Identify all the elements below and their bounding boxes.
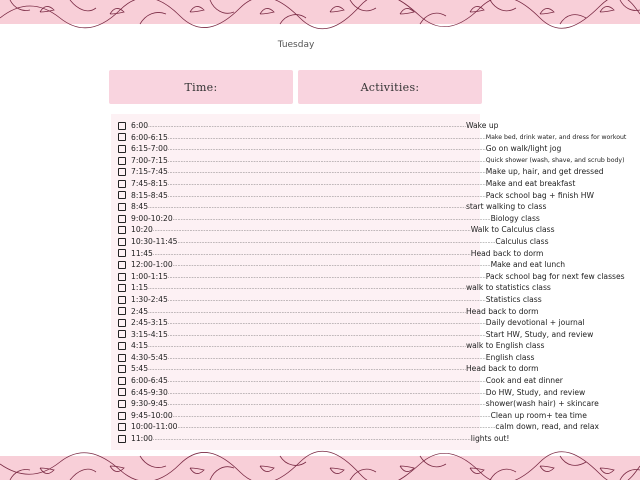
dot-leader: ........................................................................................................................................................................................................: [167, 401, 486, 408]
schedule-row: [118, 213, 540, 225]
schedule-time: 6:45-9:30: [131, 387, 168, 397]
schedule-time: 4:15: [131, 341, 149, 351]
schedule-row: [118, 282, 551, 294]
floral-border-bottom: [0, 456, 640, 480]
checkbox[interactable]: [118, 400, 126, 408]
schedule-row: [118, 248, 544, 260]
schedule-row: [118, 271, 625, 283]
schedule-activity: start walking to class: [465, 202, 547, 212]
dot-leader: ........................................................................................................................................................................................................: [167, 134, 486, 141]
checkbox[interactable]: [118, 122, 126, 130]
checkbox[interactable]: [118, 168, 126, 176]
schedule-activity: Calculus class: [495, 236, 549, 246]
dot-leader: ........................................................................................................................................................................................................: [167, 169, 486, 176]
schedule-time: 12:00-1:00: [131, 260, 173, 270]
schedule-time: 7:45-8:15: [131, 178, 168, 188]
schedule-activity: Biology class: [490, 213, 540, 223]
schedule-time: 7:00-7:15: [131, 155, 168, 165]
schedule-activity: Make and eat breakfast: [485, 178, 576, 188]
schedule-activity: Pack school bag + finish HW: [485, 190, 594, 200]
schedule-row: [118, 317, 585, 329]
checkbox[interactable]: [118, 238, 126, 246]
schedule-time: 3:15-4:15: [131, 329, 168, 339]
schedule-time: 9:30-9:45: [131, 399, 168, 409]
dot-leader: ........................................................................................................................................................................................................: [167, 273, 486, 280]
schedule-time: 6:00-6:45: [131, 376, 168, 386]
dot-leader: ........................................................................................................................................................................................................: [148, 343, 466, 350]
dot-leader: ........................................................................................................................................................................................................: [167, 157, 486, 164]
schedule-activity: Make bed, drink water, and dress for workout: [485, 133, 627, 141]
schedule-time: 11:00: [131, 434, 153, 444]
schedule-row: [118, 120, 499, 132]
checkbox[interactable]: [118, 412, 126, 420]
schedule-row: [118, 224, 555, 236]
schedule-time: 1:30-2:45: [131, 294, 168, 304]
dot-leader: ........................................................................................................................................................................................................: [167, 320, 486, 327]
day-label: Tuesday: [277, 40, 315, 50]
dot-leader: ........................................................................................................................................................................................................: [167, 331, 486, 338]
dot-leader: ........................................................................................................................................................................................................: [148, 123, 466, 129]
schedule-activity: calm down, read, and relax: [495, 422, 599, 432]
checkbox[interactable]: [118, 249, 126, 257]
checkbox[interactable]: [118, 319, 126, 327]
checkbox[interactable]: [118, 226, 126, 234]
schedule-activity: walk to statistics class: [465, 283, 551, 293]
schedule-activity: Quick shower (wash, shave, and scrub body): [485, 156, 625, 164]
schedule-time: 6:00-6:15: [131, 132, 168, 142]
schedule-row: [118, 190, 594, 202]
dot-leader: ........................................................................................................................................................................................................: [172, 262, 491, 269]
schedule-time: 11:45: [131, 248, 153, 258]
schedule-activity: Start HW, Study, and review: [485, 329, 594, 339]
schedule-row: [118, 259, 566, 271]
schedule-activity: Make and eat lunch: [490, 260, 566, 270]
schedule-row: [118, 132, 627, 144]
checkbox[interactable]: [118, 423, 126, 431]
dot-leader: ........................................................................................................................................................................................................: [167, 180, 486, 187]
schedule-activity: Do HW, Study, and review: [485, 387, 586, 397]
dot-leader: ........................................................................................................................................................................................................: [152, 436, 471, 443]
schedule-time: 1:00-1:15: [131, 271, 168, 281]
checkbox[interactable]: [118, 180, 126, 188]
checkbox[interactable]: [118, 342, 126, 350]
schedule-activity: lights out!: [470, 434, 510, 444]
dot-leader: ........................................................................................................................................................................................................: [167, 354, 486, 361]
dot-leader: ........................................................................................................................................................................................................: [167, 296, 486, 303]
dot-leader: ........................................................................................................................................................................................................: [152, 227, 471, 234]
schedule-activity: Clean up room+ tea time: [490, 410, 587, 420]
dot-leader: ........................................................................................................................................................................................................: [167, 146, 486, 153]
checkbox[interactable]: [118, 284, 126, 292]
checkbox[interactable]: [118, 157, 126, 165]
schedule-row: [118, 433, 510, 445]
schedule-row: [118, 352, 535, 364]
dot-leader: ........................................................................................................................................................................................................: [167, 378, 486, 385]
checkbox[interactable]: [118, 377, 126, 385]
schedule-time: 8:45: [131, 202, 149, 212]
floral-pattern-icon: [0, 456, 640, 480]
checkbox[interactable]: [118, 215, 126, 223]
schedule-time: 10:30-11:45: [131, 236, 178, 246]
schedule-row: [118, 387, 586, 399]
schedule-activity: Statistics class: [485, 294, 542, 304]
schedule-activity: shower(wash hair) + skincare: [485, 399, 599, 409]
schedule-row: [118, 143, 562, 155]
checkbox[interactable]: [118, 388, 126, 396]
schedule-row: [118, 329, 594, 341]
schedule-time: 2:45-3:15: [131, 318, 168, 328]
schedule-time: 7:15-7:45: [131, 167, 168, 177]
schedule-row: [118, 178, 576, 190]
schedule-row: [118, 410, 587, 422]
dot-leader: ........................................................................................................................................................................................................: [172, 215, 491, 222]
dot-leader: ........................................................................................................................................................................................................: [152, 250, 471, 257]
dot-leader: ........................................................................................................................................................................................................: [148, 285, 466, 292]
schedule-row: [118, 294, 542, 306]
schedule-activity: Head back to dorm: [465, 306, 539, 316]
schedule-activity: English class: [485, 352, 535, 362]
schedule-row: [118, 306, 539, 318]
schedule-row: [118, 421, 599, 433]
schedule-row: [118, 166, 604, 178]
dot-leader: ........................................................................................................................................................................................................: [148, 308, 466, 315]
schedule-activity: Head back to dorm: [470, 248, 544, 258]
schedule-list: [118, 120, 627, 445]
dot-leader: ........................................................................................................................................................................................................: [167, 389, 486, 396]
schedule-time: 9:00-10:20: [131, 213, 173, 223]
schedule-time: 10:00-11:00: [131, 422, 178, 432]
checkbox[interactable]: [118, 191, 126, 199]
dot-leader: ........................................................................................................................................................................................................: [177, 238, 496, 245]
schedule-activity: Wake up: [465, 121, 499, 130]
schedule-row: [118, 236, 549, 248]
dot-leader: ........................................................................................................................................................................................................: [148, 204, 466, 211]
checkbox[interactable]: [118, 296, 126, 304]
schedule-time: 8:15-8:45: [131, 190, 168, 200]
floral-border-top: [0, 0, 640, 24]
schedule-time: 6:15-7:00: [131, 144, 168, 154]
schedule-row: [118, 155, 625, 167]
checkbox[interactable]: [118, 273, 126, 281]
schedule-activity: Walk to Calculus class: [470, 225, 555, 235]
dot-leader: ........................................................................................................................................................................................................: [148, 366, 466, 373]
time-header: Time:: [109, 70, 293, 104]
checkbox[interactable]: [118, 203, 126, 211]
checkbox[interactable]: [118, 133, 126, 141]
dot-leader: ........................................................................................................................................................................................................: [177, 424, 496, 431]
schedule-time: 1:15: [131, 283, 149, 293]
checkbox[interactable]: [118, 307, 126, 315]
checkbox[interactable]: [118, 354, 126, 362]
schedule-time: 4:30-5:45: [131, 352, 168, 362]
schedule-row: [118, 201, 547, 213]
dot-leader: ........................................................................................................................................................................................................: [167, 192, 486, 199]
schedule-activity: Make up, hair, and get dressed: [485, 167, 604, 177]
schedule-row: [118, 375, 563, 387]
dot-leader: ........................................................................................................................................................................................................: [172, 412, 491, 419]
schedule-time: 5:45: [131, 364, 149, 374]
schedule-activity: Cook and eat dinner: [485, 376, 563, 386]
checkbox[interactable]: [118, 435, 126, 443]
checkbox[interactable]: [118, 261, 126, 269]
checkbox[interactable]: [118, 365, 126, 373]
schedule-time: 10:20: [131, 225, 153, 235]
schedule-activity: Go on walk/light jog: [485, 144, 562, 154]
schedule-activity: Head back to dorm: [465, 364, 539, 374]
schedule-time: 9:45-10:00: [131, 410, 173, 420]
schedule-row: [118, 340, 545, 352]
schedule-time: 2:45: [131, 306, 149, 316]
schedule-activity: Daily devotional + journal: [485, 318, 585, 328]
schedule-time: 6:00: [131, 121, 149, 130]
schedule-row: [118, 398, 599, 410]
activities-header: Activities:: [298, 70, 482, 104]
checkbox[interactable]: [118, 330, 126, 338]
schedule-activity: walk to English class: [465, 341, 545, 351]
floral-pattern-icon: [0, 0, 640, 24]
schedule-activity: Pack school bag for next few classes: [485, 271, 625, 281]
schedule-row: [118, 363, 539, 375]
checkbox[interactable]: [118, 145, 126, 153]
